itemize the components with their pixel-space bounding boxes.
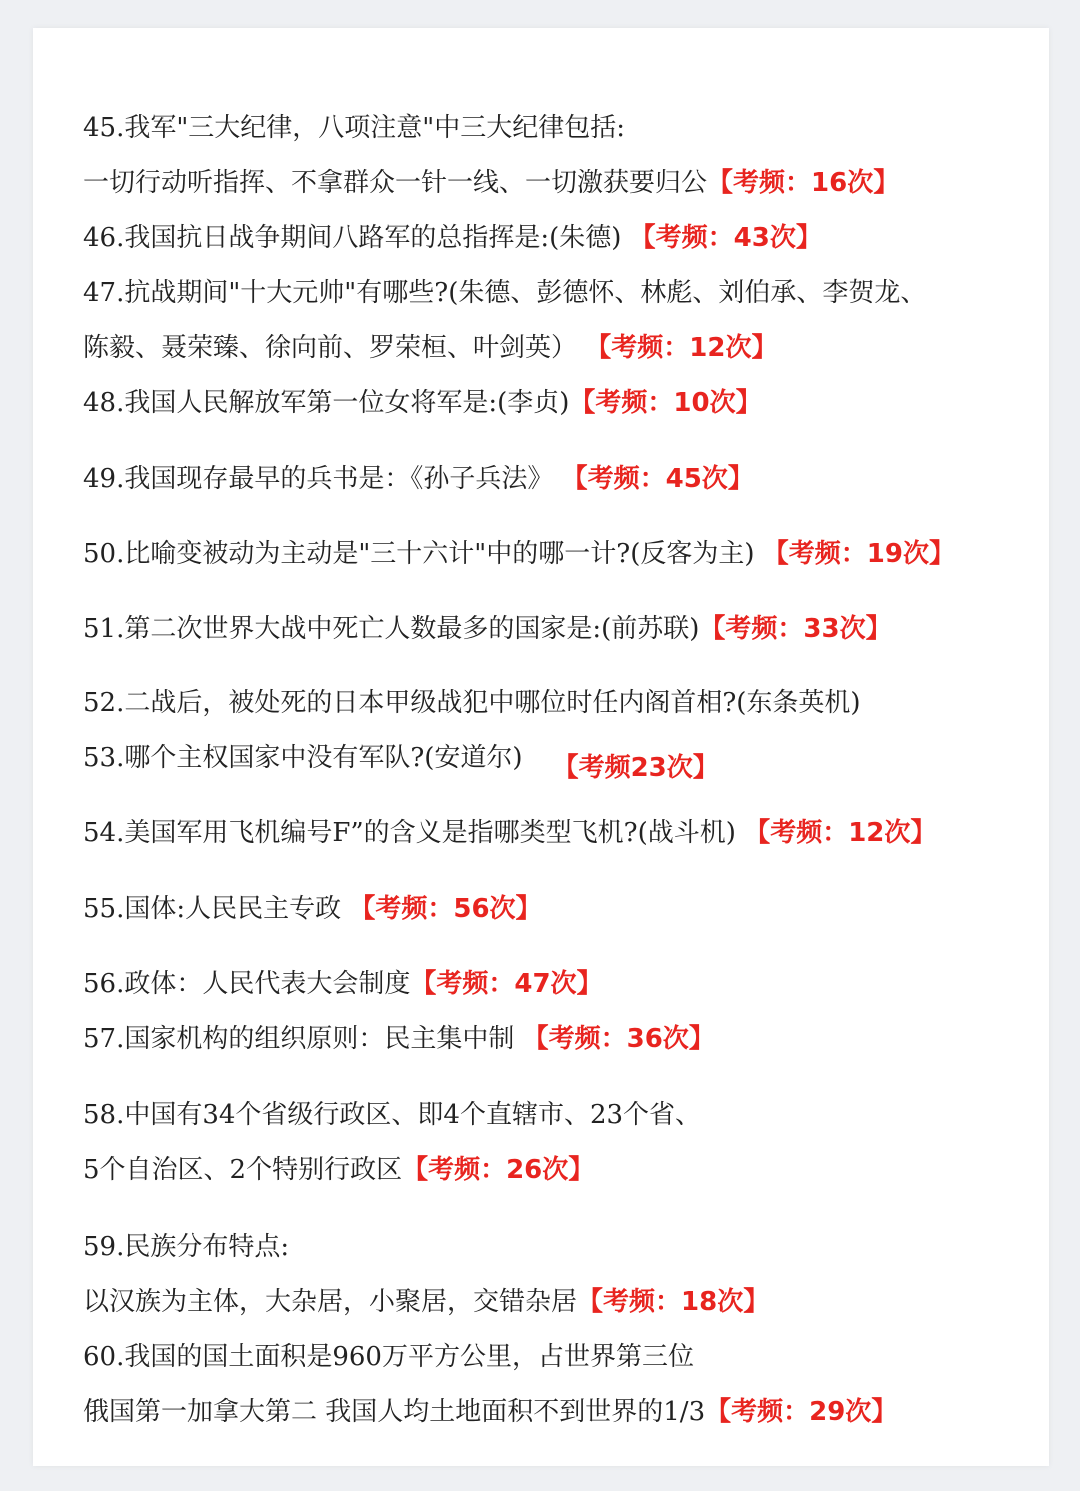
item-59-answer <box>83 1285 769 1319</box>
item-text: 58.中国有34个省级行政区、即4个直辖市、23个省、 <box>83 1100 702 1130</box>
item-55 <box>83 892 542 926</box>
item-54 <box>83 816 936 850</box>
document-page <box>33 28 1049 1466</box>
item-47-question <box>83 276 926 310</box>
frequency-tag: 【考频：45次】 <box>561 464 754 494</box>
item-text: 60.我国的国土面积是960万平方公里，占世界第三位 <box>83 1342 694 1372</box>
item-50 <box>83 537 955 571</box>
frequency-tag: 【考频：36次】 <box>522 1024 715 1054</box>
frequency-tag: 【考频：12次】 <box>585 333 778 363</box>
frequency-tag: 【考频：12次】 <box>744 818 937 848</box>
item-text: 56.政体：人民代表大会制度 <box>83 969 411 999</box>
item-60-question <box>83 1340 694 1374</box>
item-text: 5个自治区、2个特别行政区 <box>83 1155 403 1185</box>
item-text: 59.民族分布特点: <box>83 1232 290 1262</box>
item-text: 52.二战后，被处死的日本甲级战犯中哪位时任内阁首相?(东条英机) <box>83 688 861 718</box>
item-47-answer <box>83 331 777 365</box>
item-text: 46.我国抗日战争期间八路军的总指挥是:(朱德) <box>83 223 630 253</box>
frequency-tag: 【考频23次】 <box>552 753 719 783</box>
item-49 <box>83 462 754 496</box>
item-text: 55.国体:人民民主专政 <box>83 894 350 924</box>
item-56 <box>83 967 603 1001</box>
item-45-answer <box>83 166 899 200</box>
frequency-tag: 【考频：10次】 <box>569 388 762 418</box>
item-text: 57.国家机构的组织原则：民主集中制 <box>83 1024 523 1054</box>
item-text: 陈毅、聂荣臻、徐向前、罗荣桓、叶剑英） <box>83 333 586 363</box>
item-text: 49.我国现存最早的兵书是：《孙子兵法》 <box>83 464 562 494</box>
item-58-question <box>83 1098 701 1132</box>
frequency-tag: 【考频：19次】 <box>762 539 955 569</box>
item-text: 48.我国人民解放军第一位女将军是:(李贞) <box>83 388 570 418</box>
item-57 <box>83 1022 715 1056</box>
frequency-tag: 【考频：56次】 <box>349 894 542 924</box>
item-text: 50.比喻变被动为主动是"三十六计"中的哪一计?(反客为主) <box>83 539 763 569</box>
item-58-answer <box>83 1153 594 1187</box>
item-60-answer <box>83 1395 897 1429</box>
item-45-question <box>83 111 625 145</box>
item-text: 51.第二次世界大战中死亡人数最多的国家是:(前苏联) <box>83 614 700 644</box>
item-text: 45.我军"三大纪律，八项注意"中三大纪律包括: <box>83 113 626 143</box>
item-52 <box>83 686 861 720</box>
frequency-tag: 【考频：47次】 <box>410 969 603 999</box>
item-text: 54.美国军用飞机编号F”的含义是指哪类型飞机?(战斗机) <box>83 818 745 848</box>
frequency-tag: 【考频：33次】 <box>699 614 892 644</box>
frequency-tag: 【考频：26次】 <box>402 1155 595 1185</box>
item-51 <box>83 612 892 646</box>
item-text: 以汉族为主体，大杂居，小聚居，交错杂居 <box>83 1287 578 1317</box>
frequency-tag: 【考频：43次】 <box>629 223 822 253</box>
item-text: 俄国第一加拿大第二 我国人均土地面积不到世界的1/3 <box>83 1397 706 1427</box>
frequency-tag: 【考频：16次】 <box>707 168 900 198</box>
item-text: 一切行动听指挥、不拿群众一针一线、一切激获要归公 <box>83 168 708 198</box>
item-46 <box>83 221 822 255</box>
item-text: 47.抗战期间"十大元帅"有哪些?(朱德、彭德怀、林彪、刘伯承、李贺龙、 <box>83 278 927 308</box>
frequency-tag: 【考频：18次】 <box>577 1287 770 1317</box>
frequency-tag: 【考频：29次】 <box>705 1397 898 1427</box>
item-59-question <box>83 1230 289 1264</box>
item-48 <box>83 386 762 420</box>
item-text: 53.哪个主权国家中没有军队?(安道尔) <box>83 743 523 773</box>
item-53 <box>83 741 719 783</box>
